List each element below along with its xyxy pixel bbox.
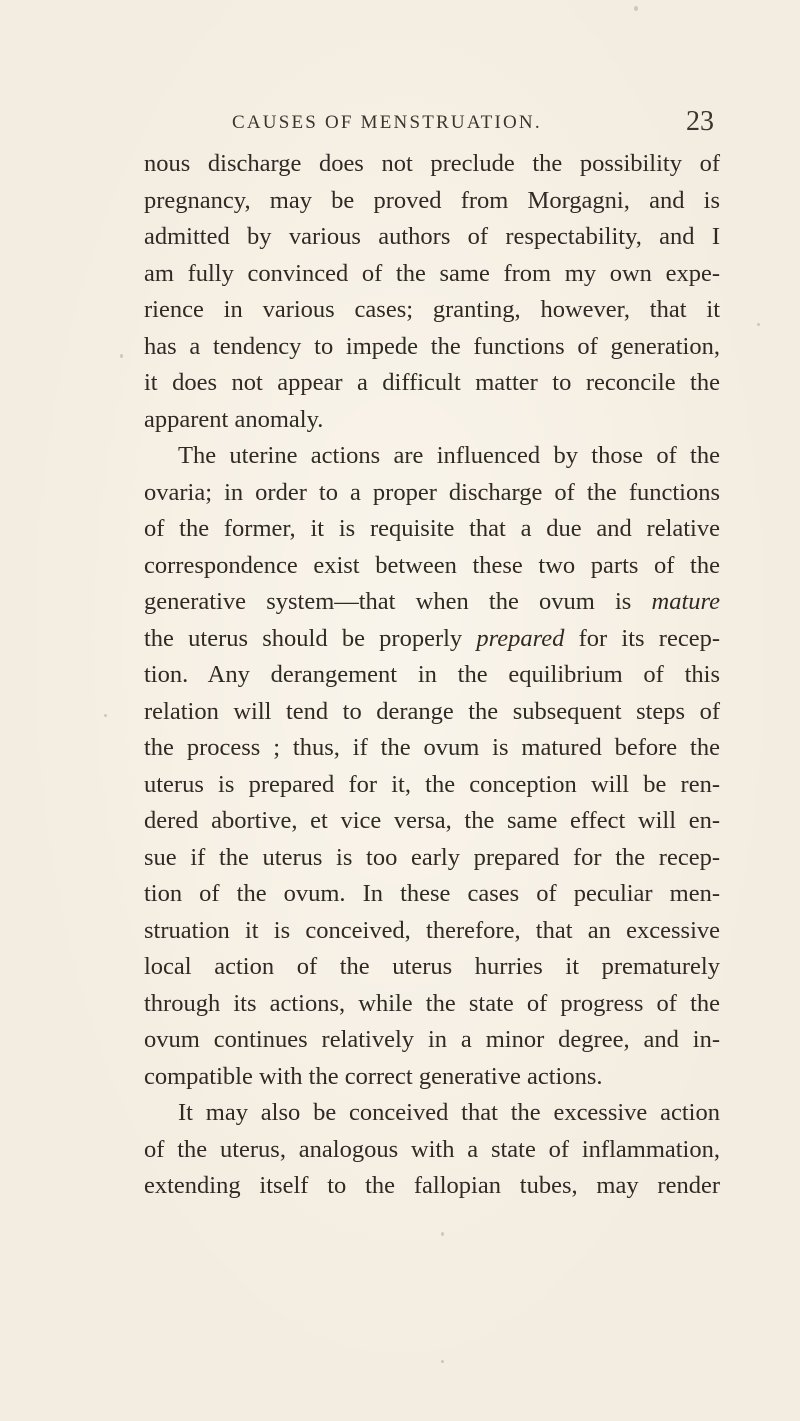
paper-speck: [757, 323, 760, 326]
text-line-14-start: the uterus should be properly: [144, 624, 477, 652]
text-line-26: compatible with the correct generative actions.: [144, 1062, 603, 1090]
text-line-12: correspondence exist between these two parts of the: [144, 551, 720, 579]
text-line-9: The uterine actions are influenced by those of the: [178, 442, 720, 469]
paper-speck: [441, 1360, 444, 1363]
text-line-2: pregnancy, may be proved from Morgagni, and is: [144, 186, 720, 214]
text-line-6: has a tendency to impede the functions of generation,: [144, 332, 720, 360]
text-line-22: struation it is conceived, therefore, that an excessive: [144, 916, 720, 944]
text-line-7: it does not appear a difficult matter to reconcile the: [144, 369, 720, 396]
paper-speck: [104, 714, 107, 717]
running-head: [0, 106, 800, 142]
text-line-8: apparent anomaly.: [144, 405, 324, 433]
text-line-1: nous discharge does not preclude the possibility of: [144, 150, 720, 177]
text-line-25: ovum continues relatively in a minor degree, and in-: [144, 1026, 720, 1053]
text-line-13-start: generative system—that when the ovum is: [144, 588, 652, 615]
paper-speck: [120, 354, 123, 358]
text-line-14: [144, 621, 720, 658]
text-line-15: tion. Any derangement in the equilibrium of this: [144, 661, 720, 688]
text-line-24: through its actions, while the state of progress of the: [144, 989, 720, 1017]
text-line-4: am fully convinced of the same from my own expe-: [144, 259, 720, 287]
text-line-28: of the uterus, analogous with a state of inflammation,: [144, 1135, 720, 1163]
italic-mature: mature: [651, 588, 720, 615]
text-line-5: rience in various cases; granting, however, that it: [144, 296, 720, 323]
text-line-13: [144, 584, 720, 621]
text-line-21: tion of the ovum. In these cases of peculiar men-: [144, 880, 720, 907]
body-text: [144, 146, 720, 1205]
text-line-29: extending itself to the fallopian tubes, may render: [144, 1172, 720, 1199]
text-line-23: local action of the uterus hurries it prematurely: [144, 953, 720, 980]
running-title: CAUSES OF MENSTRUATION.: [232, 112, 542, 133]
text-line-14-end: for its recep-: [564, 624, 720, 652]
text-line-17: the process ; thus, if the ovum is matured before the: [144, 734, 720, 761]
text-line-20: sue if the uterus is too early prepared for the recep-: [144, 843, 720, 871]
text-line-16: relation will tend to derange the subsequent steps of: [144, 697, 720, 725]
page-number: 23: [686, 106, 714, 137]
text-line-19: dered abortive, et vice versa, the same effect will en-: [144, 807, 720, 834]
italic-prepared: prepared: [476, 624, 565, 652]
text-line-11: of the former, it is requisite that a due and relative: [144, 515, 720, 542]
text-line-10: ovaria; in order to a proper discharge of the functions: [144, 478, 720, 506]
text-line-3: admitted by various authors of respectability, and I: [144, 223, 720, 250]
text-line-18: uterus is prepared for it, the conception will be ren-: [144, 770, 720, 798]
paper-speck: [441, 1232, 444, 1236]
paper-speck: [634, 6, 638, 11]
text-line-27: It may also be conceived that the excessive action: [178, 1099, 720, 1126]
